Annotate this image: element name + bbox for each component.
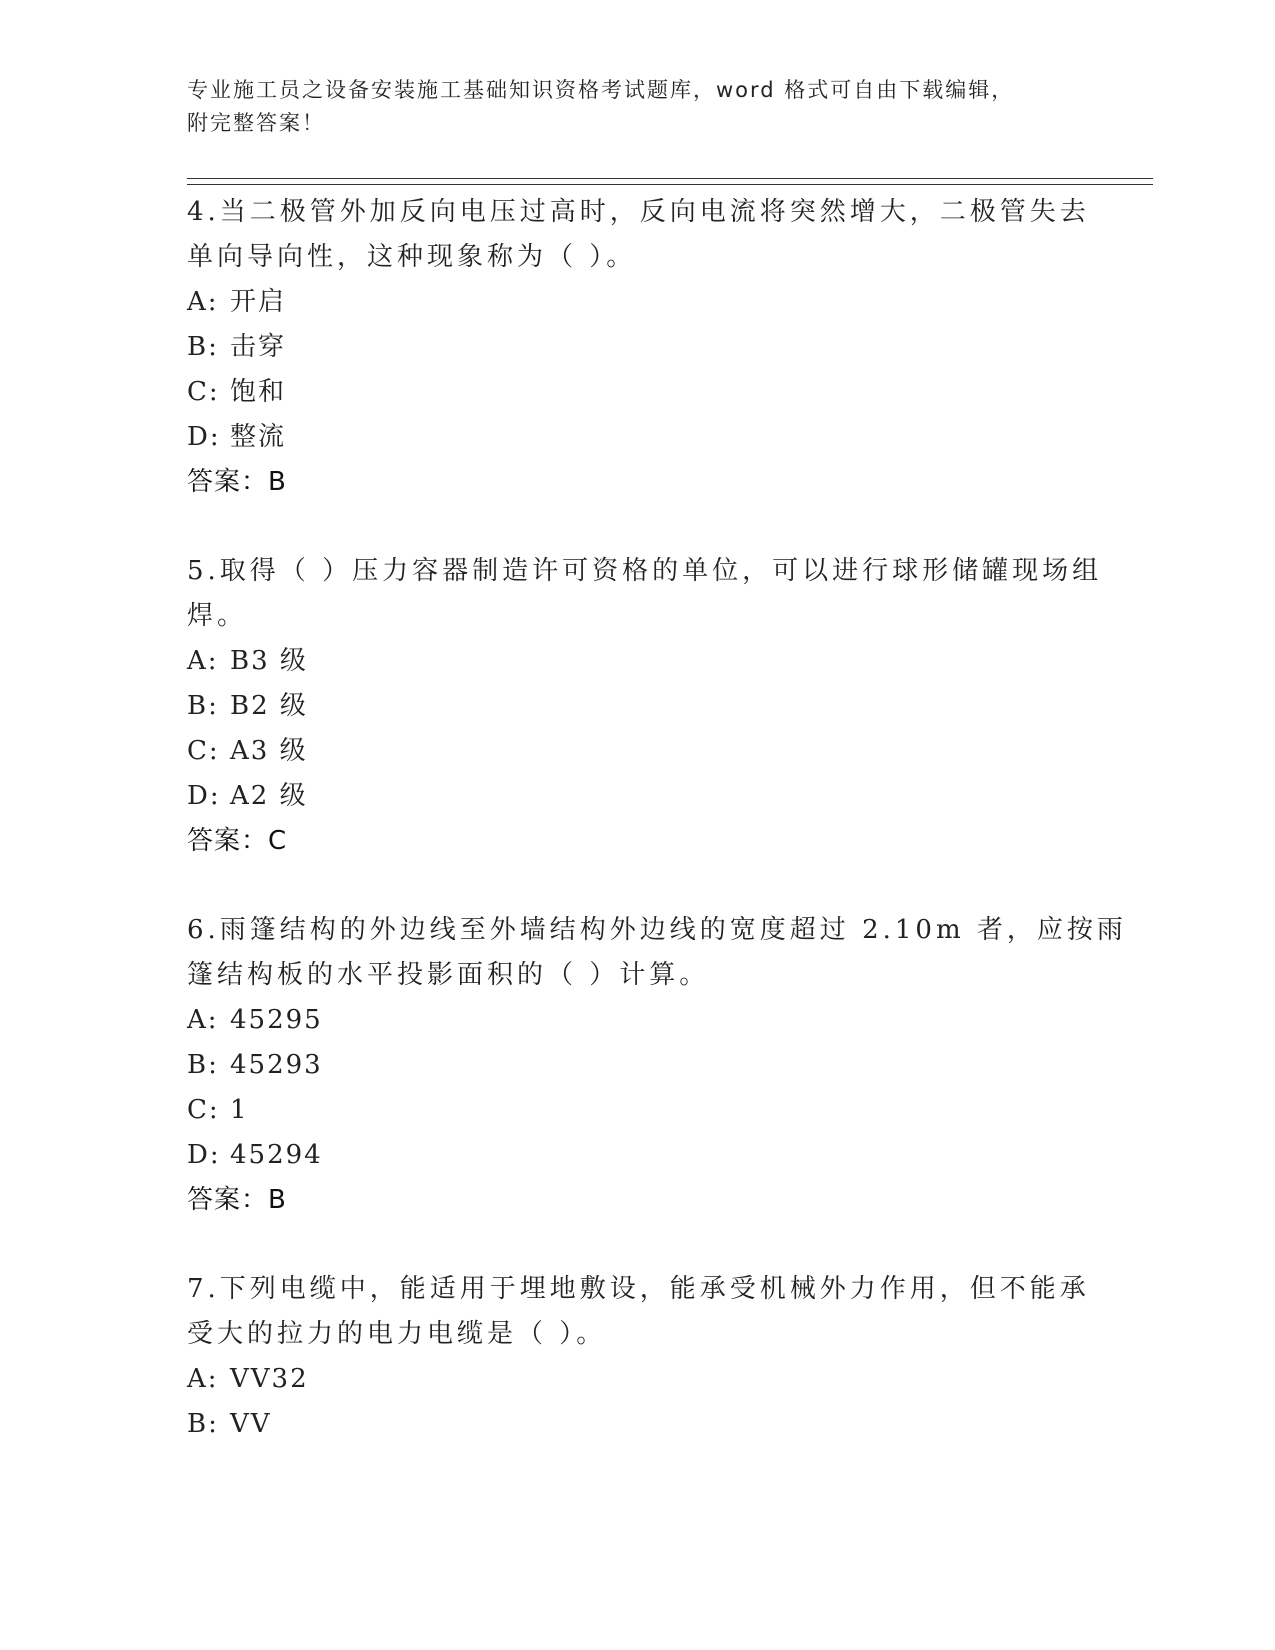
question-spacer xyxy=(187,1223,1087,1267)
question-spacer xyxy=(187,864,1087,908)
option-text: 1 xyxy=(230,1095,249,1125)
option-key: A: xyxy=(187,287,219,317)
header-line-2: 附完整答案！ xyxy=(187,111,325,135)
option-key: A: xyxy=(187,1005,219,1035)
header-divider-bottom xyxy=(187,184,1153,185)
option-key: C: xyxy=(187,377,220,407)
option-key: C: xyxy=(187,1095,220,1125)
option-key: A: xyxy=(187,1364,219,1394)
question-4 xyxy=(187,190,1090,505)
option-key: B: xyxy=(187,1409,219,1439)
option-text: 饱和 xyxy=(230,377,287,407)
question-stem-line: 单向导向性，这种现象称为（ ）。 xyxy=(187,242,637,272)
question-stem-line: 焊。 xyxy=(187,601,248,631)
answer-line: 答案：B xyxy=(187,467,287,497)
option-text: 45293 xyxy=(230,1050,323,1080)
option-c xyxy=(187,729,1087,774)
option-text: 整流 xyxy=(230,422,287,452)
option-text: 45294 xyxy=(230,1140,323,1170)
option-text: 击穿 xyxy=(230,332,287,362)
option-a xyxy=(187,998,1087,1043)
question-stem-line: 受大的拉力的电力电缆是（ ）。 xyxy=(187,1319,607,1349)
header-line-1: 专业施工员之设备安装施工基础知识资格考试题库，word 格式可自由下载编辑， xyxy=(187,78,1015,102)
question-6 xyxy=(187,908,1127,1223)
document-header xyxy=(187,74,1067,140)
option-key: B: xyxy=(187,691,219,721)
option-c xyxy=(187,1088,1087,1133)
option-key: B: xyxy=(187,332,219,362)
option-text: VV32 xyxy=(230,1364,309,1394)
option-c xyxy=(187,370,1087,415)
answer-line: 答案：C xyxy=(187,826,288,856)
option-text: B3 级 xyxy=(230,646,308,676)
option-a xyxy=(187,1357,1087,1402)
option-text: 开启 xyxy=(230,287,287,317)
answer-line: 答案：B xyxy=(187,1185,287,1215)
option-key: D: xyxy=(187,781,221,811)
option-text: A3 级 xyxy=(230,736,308,766)
header-divider-top xyxy=(187,178,1153,179)
option-key: A: xyxy=(187,646,219,676)
question-stem-line: 篷结构板的水平投影面积的（ ）计算。 xyxy=(187,960,710,990)
question-5 xyxy=(187,549,1103,864)
question-list xyxy=(187,190,1127,1447)
question-stem-line: 5.取得（ ）压力容器制造许可资格的单位，可以进行球形储罐现场组 xyxy=(187,556,1103,586)
option-b xyxy=(187,1043,1087,1088)
option-key: D: xyxy=(187,1140,221,1170)
option-b xyxy=(187,325,1087,370)
option-d xyxy=(187,415,1087,460)
question-stem-line: 7.下列电缆中，能适用于埋地敷设，能承受机械外力作用，但不能承 xyxy=(187,1274,1090,1304)
option-text: 45295 xyxy=(230,1005,323,1035)
option-text: A2 级 xyxy=(230,781,308,811)
question-stem-line: 4.当二极管外加反向电压过高时，反向电流将突然增大，二极管失去 xyxy=(187,197,1090,227)
option-text: B2 级 xyxy=(230,691,308,721)
option-key: B: xyxy=(187,1050,219,1080)
option-key: D: xyxy=(187,422,221,452)
option-b xyxy=(187,684,1087,729)
question-stem-line: 6.雨篷结构的外边线至外墙结构外边线的宽度超过 2.10m 者，应按雨 xyxy=(187,915,1127,945)
option-d xyxy=(187,1133,1087,1178)
question-spacer xyxy=(187,505,1087,549)
option-key: C: xyxy=(187,736,220,766)
option-d xyxy=(187,774,1087,819)
option-a xyxy=(187,639,1087,684)
option-text: VV xyxy=(230,1409,272,1439)
option-a xyxy=(187,280,1087,325)
option-b xyxy=(187,1402,1087,1447)
question-7 xyxy=(187,1267,1090,1447)
